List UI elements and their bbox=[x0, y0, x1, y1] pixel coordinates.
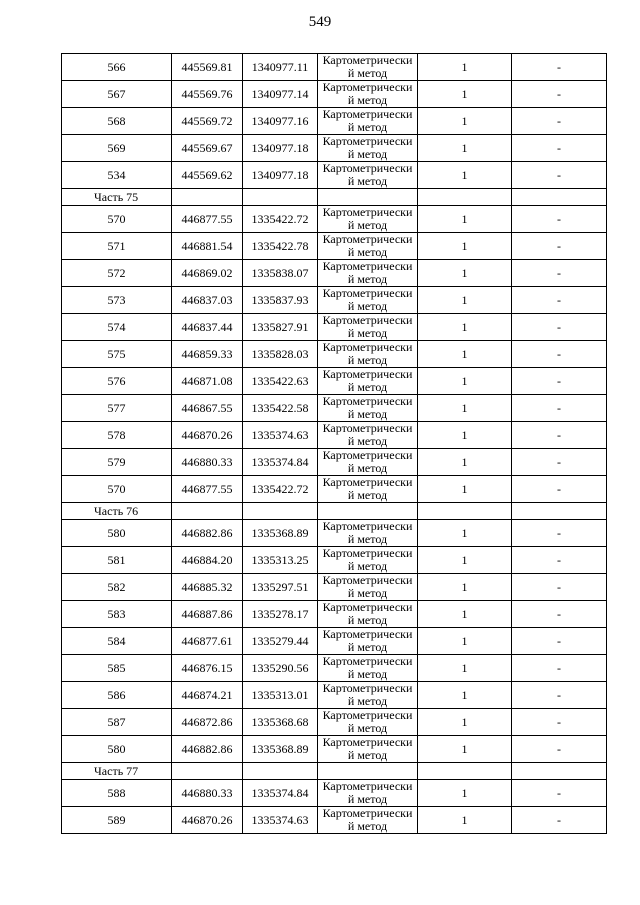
y-coordinate-cell: 1335374.84 bbox=[243, 449, 318, 476]
method-cell bbox=[318, 709, 418, 736]
table-row bbox=[62, 233, 607, 260]
accuracy-cell: 1 bbox=[418, 476, 512, 503]
point-number-cell: 576 bbox=[62, 368, 172, 395]
method-text-line2: й метод bbox=[347, 147, 388, 161]
method-text-line2: й метод bbox=[347, 245, 388, 259]
table-row bbox=[62, 395, 607, 422]
y-coordinate-cell: 1340977.16 bbox=[243, 108, 318, 135]
table-row bbox=[62, 449, 607, 476]
accuracy-cell: 1 bbox=[418, 547, 512, 574]
method-text-line2: й метод bbox=[347, 120, 388, 134]
method-text-line2: й метод bbox=[347, 93, 388, 107]
y-coordinate-cell: 1335368.89 bbox=[243, 520, 318, 547]
table-row bbox=[62, 135, 607, 162]
description-cell: - bbox=[512, 476, 607, 503]
accuracy-cell: 1 bbox=[418, 233, 512, 260]
method-cell bbox=[318, 449, 418, 476]
description-cell: - bbox=[512, 736, 607, 763]
x-coordinate-cell: 446880.33 bbox=[172, 780, 243, 807]
y-coordinate-cell: 1335297.51 bbox=[243, 574, 318, 601]
accuracy-cell: 1 bbox=[418, 520, 512, 547]
x-coordinate-cell: 446877.61 bbox=[172, 628, 243, 655]
method-text-line1: Картометрически bbox=[322, 573, 413, 587]
method-text-line2: й метод bbox=[347, 667, 388, 681]
table-row bbox=[62, 807, 607, 834]
y-coordinate-cell: 1335422.72 bbox=[243, 476, 318, 503]
description-cell: - bbox=[512, 520, 607, 547]
method-cell bbox=[318, 655, 418, 682]
page-number: 549 bbox=[308, 14, 332, 30]
method-cell bbox=[318, 233, 418, 260]
point-number-cell: 584 bbox=[62, 628, 172, 655]
method-cell bbox=[318, 287, 418, 314]
method-text-line1: Картометрически bbox=[322, 519, 413, 533]
x-coordinate-cell: 446880.33 bbox=[172, 449, 243, 476]
description-cell: - bbox=[512, 547, 607, 574]
table-row bbox=[62, 368, 607, 395]
table-row bbox=[62, 206, 607, 233]
method-text-line2: й метод bbox=[347, 559, 388, 573]
y-coordinate-cell: 1335278.17 bbox=[243, 601, 318, 628]
x-coordinate-cell: 446870.26 bbox=[172, 422, 243, 449]
description-cell: - bbox=[512, 574, 607, 601]
table-row bbox=[62, 520, 607, 547]
y-coordinate-cell: 1335290.56 bbox=[243, 655, 318, 682]
accuracy-cell: 1 bbox=[418, 628, 512, 655]
empty-cell bbox=[318, 503, 418, 520]
y-coordinate-cell: 1335837.93 bbox=[243, 287, 318, 314]
point-number-cell: 572 bbox=[62, 260, 172, 287]
method-text-line1: Картометрически bbox=[322, 735, 413, 749]
accuracy-cell: 1 bbox=[418, 736, 512, 763]
description-cell: - bbox=[512, 655, 607, 682]
table-row bbox=[62, 108, 607, 135]
method-cell bbox=[318, 314, 418, 341]
empty-cell bbox=[318, 189, 418, 206]
accuracy-cell: 1 bbox=[418, 395, 512, 422]
method-cell bbox=[318, 54, 418, 81]
accuracy-cell: 1 bbox=[418, 682, 512, 709]
method-text-line1: Картометрически bbox=[322, 475, 413, 489]
accuracy-cell: 1 bbox=[418, 422, 512, 449]
point-number-cell: 568 bbox=[62, 108, 172, 135]
point-number-cell: 588 bbox=[62, 780, 172, 807]
x-coordinate-cell: 446881.54 bbox=[172, 233, 243, 260]
method-text-line2: й метод bbox=[347, 434, 388, 448]
method-cell bbox=[318, 601, 418, 628]
method-text-line2: й метод bbox=[347, 272, 388, 286]
y-coordinate-cell: 1335374.63 bbox=[243, 422, 318, 449]
method-text-line1: Картометрически bbox=[322, 340, 413, 354]
description-cell: - bbox=[512, 108, 607, 135]
point-number-cell: 586 bbox=[62, 682, 172, 709]
method-text-line1: Картометрически bbox=[322, 681, 413, 695]
method-text-line2: й метод bbox=[347, 748, 388, 762]
method-text-line1: Картометрически bbox=[322, 286, 413, 300]
table-row bbox=[62, 476, 607, 503]
x-coordinate-cell: 446874.21 bbox=[172, 682, 243, 709]
method-text-line1: Картометрически bbox=[322, 806, 413, 820]
point-number-cell: 577 bbox=[62, 395, 172, 422]
coordinates-table bbox=[61, 53, 607, 834]
method-text-line1: Картометрически bbox=[322, 367, 413, 381]
y-coordinate-cell: 1340977.11 bbox=[243, 54, 318, 81]
method-cell bbox=[318, 476, 418, 503]
table-row bbox=[62, 780, 607, 807]
accuracy-cell: 1 bbox=[418, 206, 512, 233]
point-number-cell: 570 bbox=[62, 206, 172, 233]
x-coordinate-cell: 446882.86 bbox=[172, 520, 243, 547]
y-coordinate-cell: 1340977.18 bbox=[243, 135, 318, 162]
method-cell bbox=[318, 736, 418, 763]
y-coordinate-cell: 1335422.72 bbox=[243, 206, 318, 233]
y-coordinate-cell: 1335422.63 bbox=[243, 368, 318, 395]
point-number-cell: 587 bbox=[62, 709, 172, 736]
empty-cell bbox=[512, 763, 607, 780]
method-cell bbox=[318, 422, 418, 449]
empty-cell bbox=[172, 763, 243, 780]
table-row bbox=[62, 54, 607, 81]
point-number-cell: 585 bbox=[62, 655, 172, 682]
method-text-line1: Картометрически bbox=[322, 107, 413, 121]
y-coordinate-cell: 1335368.89 bbox=[243, 736, 318, 763]
empty-cell bbox=[318, 763, 418, 780]
table-row bbox=[62, 682, 607, 709]
method-text-line2: й метод bbox=[347, 174, 388, 188]
method-cell bbox=[318, 81, 418, 108]
method-text-line2: й метод bbox=[347, 586, 388, 600]
x-coordinate-cell: 446867.55 bbox=[172, 395, 243, 422]
section-label: Часть 76 bbox=[62, 503, 172, 520]
description-cell: - bbox=[512, 601, 607, 628]
x-coordinate-cell: 446870.26 bbox=[172, 807, 243, 834]
accuracy-cell: 1 bbox=[418, 449, 512, 476]
method-cell bbox=[318, 260, 418, 287]
table-row bbox=[62, 260, 607, 287]
description-cell: - bbox=[512, 206, 607, 233]
accuracy-cell: 1 bbox=[418, 260, 512, 287]
accuracy-cell: 1 bbox=[418, 807, 512, 834]
x-coordinate-cell: 445569.72 bbox=[172, 108, 243, 135]
table-row bbox=[62, 655, 607, 682]
x-coordinate-cell: 446877.55 bbox=[172, 476, 243, 503]
method-text-line1: Картометрически bbox=[322, 708, 413, 722]
point-number-cell: 566 bbox=[62, 54, 172, 81]
point-number-cell: 573 bbox=[62, 287, 172, 314]
description-cell: - bbox=[512, 314, 607, 341]
accuracy-cell: 1 bbox=[418, 601, 512, 628]
table-row bbox=[62, 287, 607, 314]
accuracy-cell: 1 bbox=[418, 81, 512, 108]
method-text-line2: й метод bbox=[347, 694, 388, 708]
point-number-cell: 574 bbox=[62, 314, 172, 341]
method-text-line1: Картометрически bbox=[322, 779, 413, 793]
method-text-line1: Картометрически bbox=[322, 448, 413, 462]
accuracy-cell: 1 bbox=[418, 135, 512, 162]
accuracy-cell: 1 bbox=[418, 54, 512, 81]
accuracy-cell: 1 bbox=[418, 341, 512, 368]
accuracy-cell: 1 bbox=[418, 780, 512, 807]
description-cell: - bbox=[512, 682, 607, 709]
point-number-cell: 582 bbox=[62, 574, 172, 601]
description-cell: - bbox=[512, 422, 607, 449]
table-row bbox=[62, 314, 607, 341]
x-coordinate-cell: 446871.08 bbox=[172, 368, 243, 395]
point-number-cell: 583 bbox=[62, 601, 172, 628]
description-cell: - bbox=[512, 368, 607, 395]
point-number-cell: 578 bbox=[62, 422, 172, 449]
method-text-line1: Картометрически bbox=[322, 53, 413, 67]
point-number-cell: 575 bbox=[62, 341, 172, 368]
x-coordinate-cell: 446877.55 bbox=[172, 206, 243, 233]
table-row bbox=[62, 422, 607, 449]
point-number-cell: 571 bbox=[62, 233, 172, 260]
x-coordinate-cell: 446872.86 bbox=[172, 709, 243, 736]
description-cell: - bbox=[512, 780, 607, 807]
x-coordinate-cell: 445569.62 bbox=[172, 162, 243, 189]
point-number-cell: 570 bbox=[62, 476, 172, 503]
empty-cell bbox=[172, 189, 243, 206]
method-text-line2: й метод bbox=[347, 299, 388, 313]
method-cell bbox=[318, 520, 418, 547]
method-cell bbox=[318, 395, 418, 422]
section-header-row bbox=[62, 189, 607, 206]
y-coordinate-cell: 1340977.18 bbox=[243, 162, 318, 189]
description-cell: - bbox=[512, 135, 607, 162]
accuracy-cell: 1 bbox=[418, 162, 512, 189]
point-number-cell: 534 bbox=[62, 162, 172, 189]
table-row bbox=[62, 81, 607, 108]
point-number-cell: 569 bbox=[62, 135, 172, 162]
section-label: Часть 75 bbox=[62, 189, 172, 206]
empty-cell bbox=[418, 503, 512, 520]
y-coordinate-cell: 1335313.25 bbox=[243, 547, 318, 574]
x-coordinate-cell: 445569.76 bbox=[172, 81, 243, 108]
method-text-line1: Картометрически bbox=[322, 313, 413, 327]
method-cell bbox=[318, 628, 418, 655]
x-coordinate-cell: 445569.81 bbox=[172, 54, 243, 81]
table-row bbox=[62, 736, 607, 763]
point-number-cell: 567 bbox=[62, 81, 172, 108]
empty-cell bbox=[172, 503, 243, 520]
x-coordinate-cell: 446887.86 bbox=[172, 601, 243, 628]
description-cell: - bbox=[512, 709, 607, 736]
table-row bbox=[62, 547, 607, 574]
y-coordinate-cell: 1335422.58 bbox=[243, 395, 318, 422]
method-cell bbox=[318, 807, 418, 834]
point-number-cell: 580 bbox=[62, 520, 172, 547]
y-coordinate-cell: 1340977.14 bbox=[243, 81, 318, 108]
empty-cell bbox=[418, 189, 512, 206]
description-cell: - bbox=[512, 395, 607, 422]
table-row bbox=[62, 628, 607, 655]
section-header-row bbox=[62, 763, 607, 780]
table-row bbox=[62, 162, 607, 189]
empty-cell bbox=[243, 503, 318, 520]
section-label: Часть 77 bbox=[62, 763, 172, 780]
empty-cell bbox=[243, 189, 318, 206]
x-coordinate-cell: 446882.86 bbox=[172, 736, 243, 763]
accuracy-cell: 1 bbox=[418, 709, 512, 736]
accuracy-cell: 1 bbox=[418, 574, 512, 601]
description-cell: - bbox=[512, 628, 607, 655]
description-cell: - bbox=[512, 81, 607, 108]
y-coordinate-cell: 1335838.07 bbox=[243, 260, 318, 287]
y-coordinate-cell: 1335827.91 bbox=[243, 314, 318, 341]
empty-cell bbox=[418, 763, 512, 780]
empty-cell bbox=[243, 763, 318, 780]
y-coordinate-cell: 1335828.03 bbox=[243, 341, 318, 368]
point-number-cell: 581 bbox=[62, 547, 172, 574]
method-cell bbox=[318, 341, 418, 368]
x-coordinate-cell: 446837.03 bbox=[172, 287, 243, 314]
method-text-line2: й метод bbox=[347, 66, 388, 80]
method-text-line1: Картометрически bbox=[322, 627, 413, 641]
method-text-line2: й метод bbox=[347, 407, 388, 421]
method-text-line1: Картометрически bbox=[322, 80, 413, 94]
method-text-line2: й метод bbox=[347, 380, 388, 394]
point-number-cell: 580 bbox=[62, 736, 172, 763]
empty-cell bbox=[512, 189, 607, 206]
description-cell: - bbox=[512, 287, 607, 314]
method-text-line1: Картометрически bbox=[322, 600, 413, 614]
method-text-line2: й метод bbox=[347, 326, 388, 340]
y-coordinate-cell: 1335368.68 bbox=[243, 709, 318, 736]
method-text-line2: й метод bbox=[347, 532, 388, 546]
x-coordinate-cell: 446876.15 bbox=[172, 655, 243, 682]
method-text-line1: Картометрически bbox=[322, 421, 413, 435]
table-row bbox=[62, 341, 607, 368]
method-cell bbox=[318, 368, 418, 395]
table-row bbox=[62, 574, 607, 601]
x-coordinate-cell: 446859.33 bbox=[172, 341, 243, 368]
description-cell: - bbox=[512, 341, 607, 368]
description-cell: - bbox=[512, 807, 607, 834]
method-text-line1: Картометрически bbox=[322, 394, 413, 408]
method-text-line2: й метод bbox=[347, 819, 388, 833]
y-coordinate-cell: 1335279.44 bbox=[243, 628, 318, 655]
point-number-cell: 589 bbox=[62, 807, 172, 834]
method-text-line2: й метод bbox=[347, 640, 388, 654]
x-coordinate-cell: 446837.44 bbox=[172, 314, 243, 341]
description-cell: - bbox=[512, 233, 607, 260]
method-text-line2: й метод bbox=[347, 721, 388, 735]
accuracy-cell: 1 bbox=[418, 108, 512, 135]
y-coordinate-cell: 1335422.78 bbox=[243, 233, 318, 260]
accuracy-cell: 1 bbox=[418, 368, 512, 395]
description-cell: - bbox=[512, 54, 607, 81]
description-cell: - bbox=[512, 449, 607, 476]
method-text-line2: й метод bbox=[347, 792, 388, 806]
method-text-line1: Картометрически bbox=[322, 232, 413, 246]
method-text-line1: Картометрически bbox=[322, 205, 413, 219]
y-coordinate-cell: 1335374.63 bbox=[243, 807, 318, 834]
x-coordinate-cell: 446869.02 bbox=[172, 260, 243, 287]
method-text-line2: й метод bbox=[347, 488, 388, 502]
method-text-line1: Картометрически bbox=[322, 259, 413, 273]
method-cell bbox=[318, 206, 418, 233]
x-coordinate-cell: 446884.20 bbox=[172, 547, 243, 574]
method-cell bbox=[318, 135, 418, 162]
table-row bbox=[62, 709, 607, 736]
description-cell: - bbox=[512, 162, 607, 189]
method-cell bbox=[318, 162, 418, 189]
x-coordinate-cell: 445569.67 bbox=[172, 135, 243, 162]
section-header-row bbox=[62, 503, 607, 520]
accuracy-cell: 1 bbox=[418, 287, 512, 314]
y-coordinate-cell: 1335313.01 bbox=[243, 682, 318, 709]
method-text-line2: й метод bbox=[347, 613, 388, 627]
method-cell bbox=[318, 682, 418, 709]
method-text-line2: й метод bbox=[347, 218, 388, 232]
method-text-line1: Картометрически bbox=[322, 546, 413, 560]
empty-cell bbox=[512, 503, 607, 520]
method-text-line1: Картометрически bbox=[322, 654, 413, 668]
x-coordinate-cell: 446885.32 bbox=[172, 574, 243, 601]
method-text-line2: й метод bbox=[347, 461, 388, 475]
point-number-cell: 579 bbox=[62, 449, 172, 476]
accuracy-cell: 1 bbox=[418, 314, 512, 341]
method-cell bbox=[318, 780, 418, 807]
method-cell bbox=[318, 547, 418, 574]
method-text-line1: Картометрически bbox=[322, 161, 413, 175]
table-row bbox=[62, 601, 607, 628]
method-cell bbox=[318, 108, 418, 135]
method-text-line2: й метод bbox=[347, 353, 388, 367]
method-cell bbox=[318, 574, 418, 601]
description-cell: - bbox=[512, 260, 607, 287]
y-coordinate-cell: 1335374.84 bbox=[243, 780, 318, 807]
accuracy-cell: 1 bbox=[418, 655, 512, 682]
method-text-line1: Картометрически bbox=[322, 134, 413, 148]
